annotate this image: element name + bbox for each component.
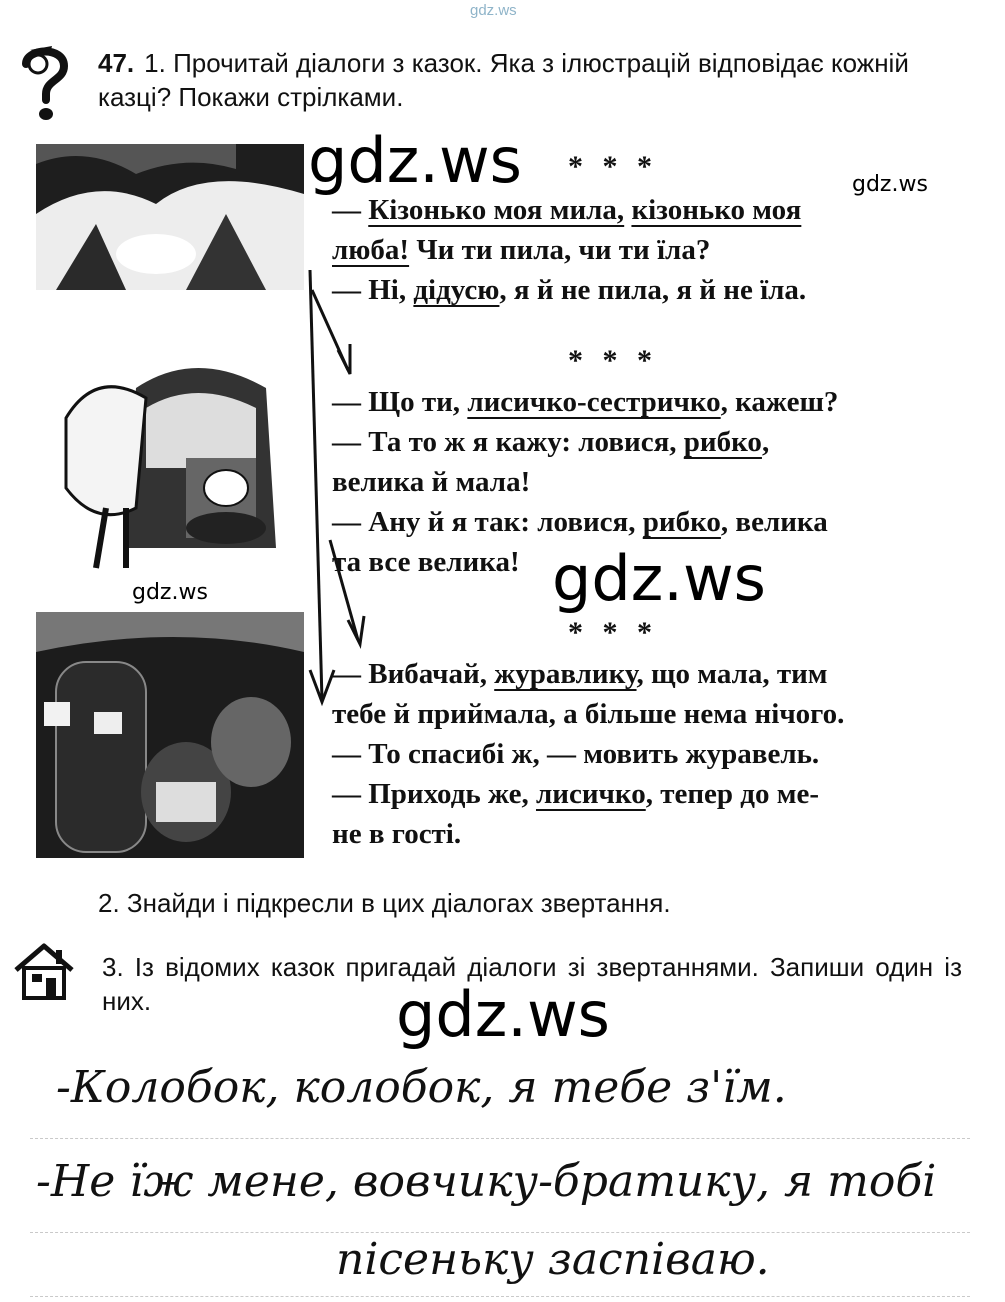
dialog3-line4: — Приходь же, лисичко, тепер до ме- — [332, 778, 820, 810]
ruled-line — [30, 1138, 970, 1139]
dialog2-line2: — Та то ж я кажу: ловися, рибко, — [332, 426, 770, 458]
illustration-fox-crane-scene — [36, 612, 304, 858]
watermark-1: gdz.ws — [308, 124, 522, 197]
task-2-text: 2. Знайди і підкресли в цих діалогах звертання. — [98, 888, 671, 918]
dialog2-line5: та все велика! — [332, 546, 520, 578]
watermark-5: gdz.ws — [396, 978, 610, 1051]
handwritten-line-3: пісеньку заспіваю. — [336, 1234, 770, 1285]
dialog3-line1: — Вибачай, журавлику, що мала, тим — [332, 658, 828, 690]
stars-divider-2: * * * — [568, 344, 658, 377]
dialog3-line3: — То спасибі ж, — мовить журавель. — [332, 738, 820, 770]
watermark-4: gdz.ws — [132, 580, 208, 605]
dialog1-line2: люба! Чи ти пила, чи ти їла? — [332, 234, 711, 266]
watermark-2: gdz.ws — [852, 172, 928, 197]
top-watermark: gdz.ws — [470, 2, 517, 19]
illustration-crane-scene — [36, 348, 296, 578]
handwritten-line-1: -Колобок, колобок, я тебе з'їм. — [56, 1062, 787, 1113]
exercise-number: 47. — [98, 48, 135, 78]
stars-divider-3: * * * — [568, 616, 658, 649]
dialog1-line3: — Ні, дідусю, я й не пила, я й не їла. — [332, 274, 807, 306]
stars-divider-1: * * * — [568, 150, 658, 183]
dialog3-line5: не в гості. — [332, 818, 462, 850]
dialog2-line3: велика й мала! — [332, 466, 531, 498]
dialog1-line1: — Кізонько моя мила, кізонько моя — [332, 194, 802, 226]
exercise-task-1 — [98, 46, 978, 114]
dialog2-line4: — Ану й я так: ловися, рибко, велика — [332, 506, 828, 538]
task-1-text: 1. Прочитай діалоги з казок. Яка з ілюстрацій відповідає кожній казці? Покажи стрілками. — [98, 48, 909, 112]
watermark-3: gdz.ws — [552, 542, 766, 615]
dialog2-line1: — Що ти, лисичко-сестричко, кажеш? — [332, 386, 839, 418]
ruled-line — [30, 1296, 970, 1297]
question-mark-icon — [12, 42, 76, 124]
handwritten-line-2: -Не їж мене, вовчику-братику, я тобі — [36, 1156, 937, 1207]
dialog3-line2: тебе й приймала, а більше нема нічого. — [332, 698, 845, 730]
home-icon — [12, 942, 76, 1000]
task-3-text: 3. Із відомих казок пригадай діалоги зі звертаннями. Запиши один із них. — [102, 952, 962, 1016]
illustration-goat-scene — [36, 144, 304, 290]
ruled-line — [30, 1232, 970, 1233]
